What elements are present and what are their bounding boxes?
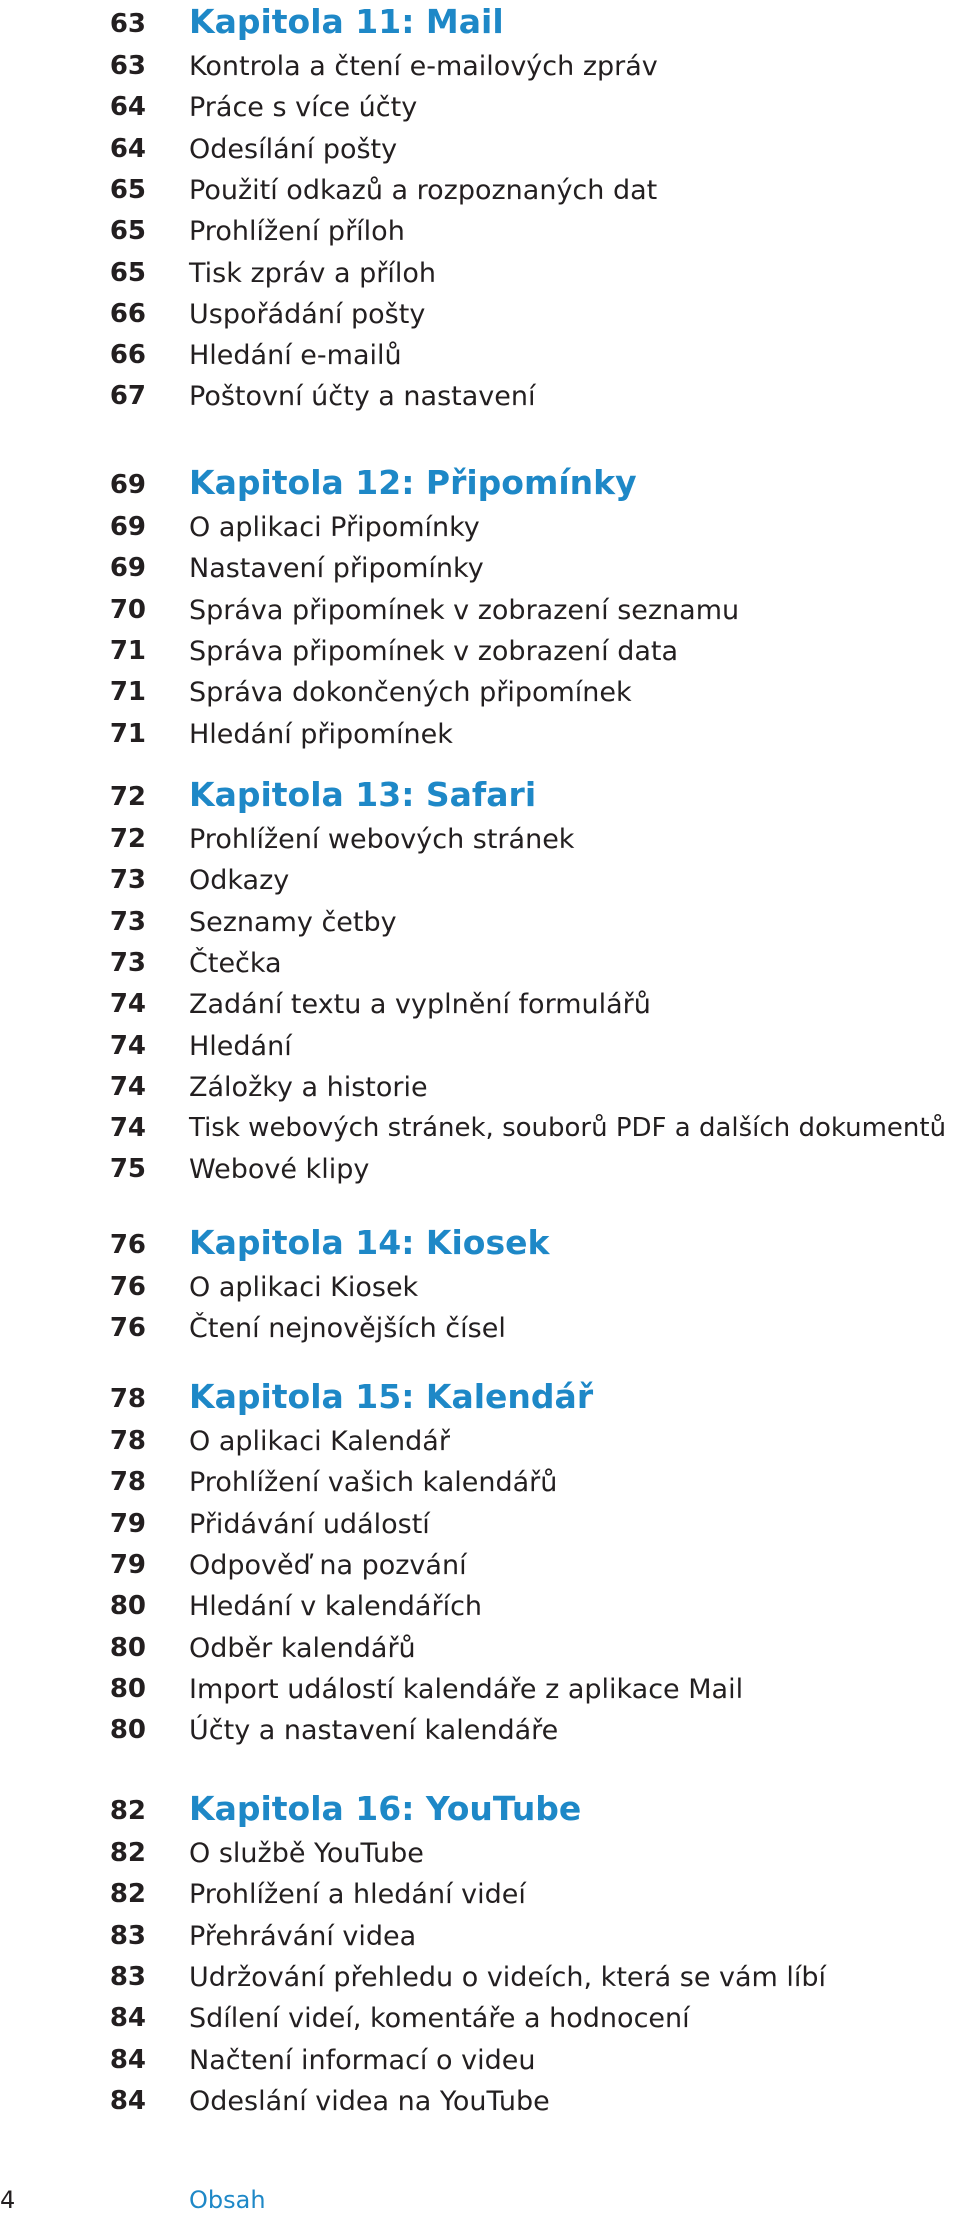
toc-page-number: 64 — [109, 134, 146, 164]
toc-entry[interactable] — [0, 943, 960, 984]
toc-entry[interactable] — [0, 170, 960, 211]
toc-entry-title: Správa připomínek v zobrazení seznamu — [189, 595, 740, 626]
toc-page-number: 79 — [109, 1509, 146, 1539]
toc-entry-title: Použití odkazů a rozpoznaných dat — [189, 175, 658, 206]
toc-entry-title: Poštovní účty a nastavení — [189, 381, 536, 412]
toc-entry-title: Prohlížení příloh — [189, 216, 405, 247]
toc-entry-title: Odkazy — [189, 865, 290, 896]
toc-entry-title: Načtení informací o videu — [189, 2045, 536, 2076]
toc-entry-title: Správa připomínek v zobrazení data — [189, 636, 679, 667]
toc-chapter-title: Kapitola 15: Kalendář — [189, 1377, 594, 1416]
toc-entry-title: Sdílení videí, komentáře a hodnocení — [189, 2003, 690, 2034]
toc-chapter-title: Kapitola 14: Kiosek — [189, 1223, 550, 1262]
toc-entry[interactable] — [0, 860, 960, 901]
toc-entry-title: Kontrola a čtení e-mailových zpráv — [189, 51, 658, 82]
toc-page-number: 75 — [109, 1154, 146, 1184]
toc-entry[interactable] — [0, 1586, 960, 1627]
toc-entry[interactable] — [0, 46, 960, 87]
toc-entry[interactable] — [0, 1998, 960, 2039]
toc-entry-title: Nastavení připomínky — [189, 553, 484, 584]
toc-page-number: 69 — [109, 470, 146, 500]
toc-entry[interactable] — [0, 714, 960, 755]
toc-entry[interactable] — [0, 1308, 960, 1349]
toc-entry-title: Správa dokončených připomínek — [189, 677, 632, 708]
toc-entry[interactable] — [0, 1067, 960, 1108]
toc-entry[interactable] — [0, 1026, 960, 1067]
toc-page-number: 78 — [109, 1384, 146, 1414]
toc-page-number: 64 — [109, 92, 146, 122]
toc-entry-title: Prohlížení a hledání videí — [189, 1879, 526, 1910]
toc-entry-title: Přidávání událostí — [189, 1509, 430, 1540]
toc-entry-title: Seznamy četby — [189, 907, 397, 938]
toc-page-number: 65 — [109, 216, 146, 246]
toc-entry[interactable] — [0, 2040, 960, 2081]
toc-entry[interactable] — [0, 294, 960, 335]
toc-chapter-title: Kapitola 13: Safari — [189, 775, 537, 814]
toc-entry-title: Import událostí kalendáře z aplikace Mail — [189, 1674, 744, 1705]
toc-entry[interactable] — [0, 1710, 960, 1751]
toc-entry-title: Hledání e-mailů — [189, 340, 402, 371]
toc-entry-title: Přehrávání videa — [189, 1921, 417, 1952]
toc-chapter-title: Kapitola 16: YouTube — [189, 1789, 582, 1828]
toc-page-number: 74 — [109, 1031, 146, 1061]
toc-entry[interactable] — [0, 2081, 960, 2122]
toc-entry[interactable] — [0, 902, 960, 943]
toc-entry-title: O aplikaci Kiosek — [189, 1272, 419, 1303]
toc-entry-title: Zadání textu a vyplnění formulářů — [189, 989, 651, 1020]
toc-entry[interactable] — [0, 1874, 960, 1915]
footer-section-title: Obsah — [189, 2186, 266, 2214]
footer-page-number: 4 — [0, 2186, 16, 2214]
toc-entry-title: O službě YouTube — [189, 1838, 424, 1869]
toc-page-number: 80 — [109, 1674, 146, 1704]
toc-page-number: 72 — [109, 824, 146, 854]
toc-entry[interactable] — [0, 672, 960, 713]
toc-page-number: 84 — [109, 2086, 146, 2116]
page-footer — [0, 2180, 960, 2220]
toc-entry-title: Práce s více účty — [189, 92, 418, 123]
toc-entry-title: Odpověď na pozvání — [189, 1550, 467, 1581]
toc-entry[interactable] — [0, 253, 960, 294]
toc-page-number: 82 — [109, 1879, 146, 1909]
toc-page-number: 71 — [109, 677, 146, 707]
toc-entry-title: Odeslání videa na YouTube — [189, 2086, 550, 2117]
toc-entry[interactable] — [0, 1108, 960, 1149]
toc-page-number: 80 — [109, 1633, 146, 1663]
toc-entry[interactable] — [0, 1421, 960, 1462]
toc-page-number: 63 — [109, 9, 146, 39]
toc-page-number: 69 — [109, 553, 146, 583]
toc-entry-title: Prohlížení webových stránek — [189, 824, 575, 855]
toc-entry-title: Záložky a historie — [189, 1072, 428, 1103]
toc-entry-title: Čtení nejnovějších čísel — [189, 1313, 506, 1344]
toc-entry-title: Tisk zpráv a příloh — [189, 258, 436, 289]
toc-page-number: 82 — [109, 1796, 146, 1826]
toc-entry[interactable] — [0, 1462, 960, 1503]
toc-page-number: 78 — [109, 1467, 146, 1497]
toc-entry[interactable] — [0, 548, 960, 589]
toc-page-number: 67 — [109, 381, 146, 411]
toc-entry-title: Hledání v kalendářích — [189, 1591, 483, 1622]
toc-page-number: 76 — [109, 1230, 146, 1260]
toc-chapter-heading[interactable] — [0, 0, 960, 46]
toc-entry[interactable] — [0, 1267, 960, 1308]
toc-page-number: 66 — [109, 340, 146, 370]
toc-entry[interactable] — [0, 1504, 960, 1545]
toc-entry-title: Hledání připomínek — [189, 719, 453, 750]
toc-page-number: 80 — [109, 1591, 146, 1621]
toc-entry[interactable] — [0, 507, 960, 548]
toc-entry-title: Udržování přehledu o videích, která se vám líbí — [189, 1962, 827, 1993]
toc-page-number: 66 — [109, 299, 146, 329]
toc-entry[interactable] — [0, 590, 960, 631]
toc-entry-title: Odběr kalendářů — [189, 1633, 416, 1664]
toc-page-number: 78 — [109, 1426, 146, 1456]
toc-entry-title: O aplikaci Připomínky — [189, 512, 480, 543]
toc-page-number: 73 — [109, 865, 146, 895]
toc-entry[interactable] — [0, 1957, 960, 1998]
toc-entry[interactable] — [0, 335, 960, 376]
toc-page-number: 63 — [109, 51, 146, 81]
toc-entry[interactable] — [0, 1628, 960, 1669]
toc-page-number: 79 — [109, 1550, 146, 1580]
toc-page-number: 65 — [109, 175, 146, 205]
toc-entry-title: Uspořádání pošty — [189, 299, 426, 330]
toc-entry[interactable] — [0, 376, 960, 417]
toc-entry[interactable] — [0, 87, 960, 128]
toc-entry[interactable] — [0, 1149, 960, 1190]
toc-entry[interactable] — [0, 211, 960, 252]
toc-page-number: 71 — [109, 719, 146, 749]
toc-page-number: 84 — [109, 2045, 146, 2075]
toc-page-number: 83 — [109, 1921, 146, 1951]
toc-chapter-heading[interactable] — [0, 1787, 960, 1833]
toc-page-number: 74 — [109, 1113, 146, 1143]
toc-entry[interactable] — [0, 129, 960, 170]
toc-entry[interactable] — [0, 1916, 960, 1957]
toc-page-number: 83 — [109, 1962, 146, 1992]
toc-page-number: 70 — [109, 595, 146, 625]
toc-page-number: 73 — [109, 907, 146, 937]
toc-chapter-title: Kapitola 12: Připomínky — [189, 463, 637, 502]
toc-entry[interactable] — [0, 1833, 960, 1874]
toc-page-number: 80 — [109, 1715, 146, 1745]
toc-page-number: 73 — [109, 948, 146, 978]
toc-entry-title: Účty a nastavení kalendáře — [189, 1715, 559, 1746]
toc-page-number: 76 — [109, 1313, 146, 1343]
toc-entry-title: Hledání — [189, 1031, 292, 1062]
toc-entry-title: Odesílání pošty — [189, 134, 398, 165]
toc-entry[interactable] — [0, 819, 960, 860]
toc-entry[interactable] — [0, 631, 960, 672]
toc-page-number: 72 — [109, 782, 146, 812]
toc-page-number: 76 — [109, 1272, 146, 1302]
toc-page-number: 65 — [109, 258, 146, 288]
toc-page-number: 82 — [109, 1838, 146, 1868]
toc-page-number: 74 — [109, 1072, 146, 1102]
toc-page-number: 74 — [109, 989, 146, 1019]
toc-entry[interactable] — [0, 1545, 960, 1586]
toc-chapter-title: Kapitola 11: Mail — [189, 2, 504, 41]
toc-chapter-heading[interactable] — [0, 1221, 960, 1267]
toc-entry-title: O aplikaci Kalendář — [189, 1426, 450, 1457]
toc-page-number: 69 — [109, 512, 146, 542]
toc-chapter-heading[interactable] — [0, 1375, 960, 1421]
toc-entry-title: Webové klipy — [189, 1154, 370, 1185]
toc-entry-title: Tisk webových stránek, souborů PDF a dalších dokumentů — [189, 1113, 947, 1143]
toc-chapter-heading[interactable] — [0, 773, 960, 819]
toc-page-number: 84 — [109, 2003, 146, 2033]
toc-entry[interactable] — [0, 984, 960, 1025]
toc-entry[interactable] — [0, 1669, 960, 1710]
toc-page-number: 71 — [109, 636, 146, 666]
toc-entry-title: Čtečka — [189, 948, 282, 979]
toc-chapter-heading[interactable] — [0, 461, 960, 507]
toc-entry-title: Prohlížení vašich kalendářů — [189, 1467, 558, 1498]
